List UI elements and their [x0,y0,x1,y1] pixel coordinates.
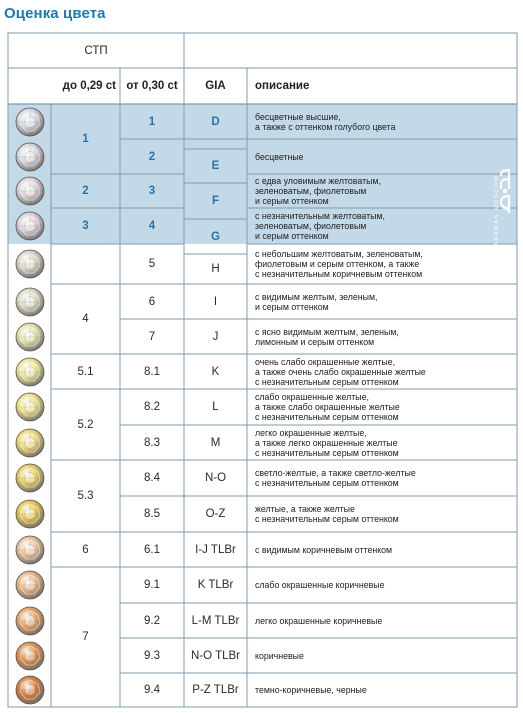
description-text: с видимым коричневым оттенком [255,544,393,555]
description-text: с небольшим желтоватым, зеленоватым, фиолетовым и серым оттенком, а также с незначительным коричневым оттенком [255,249,423,279]
diamond-icon [15,392,45,422]
ctp-large-value: 1 [148,115,156,128]
ctp-small-value: 5.3 [77,490,94,502]
diamond-icon [15,641,45,671]
ctp-large-value: 9.1 [144,579,160,591]
brand-watermark [490,104,514,249]
gia-grade: K TLBr [197,579,234,591]
ctp-large-value: 8.3 [144,436,160,449]
gia-grade: H [211,263,220,275]
gia-grade: L [212,401,219,413]
header-ctp: СТП [84,44,108,57]
description-text: бесцветные высшие, а также с оттенком голубого цвета [255,111,396,132]
ctp-small-value: 2 [82,185,89,197]
ctp-large-value: 6.1 [144,543,160,556]
ctp-large-value: 8.4 [144,472,160,484]
description-text: очень слабо окрашенные желтые, а также очень слабо окрашенные желтые с незначительным серым оттенком [255,356,426,387]
diamond-icon [15,211,45,241]
ctp-small-value: 6 [82,543,89,556]
ctp-large-value: 6 [148,295,156,308]
ctp-small-value: 5.2 [77,418,94,431]
description-text: с едва уловимым желтоватым, зеленоватым, фиолетовым и серым оттенком [255,176,381,206]
gia-grade: M [210,436,221,449]
diamond-icon [15,606,45,636]
diamond-icon [15,176,45,206]
gia-grade: P-Z TLBr [192,684,239,696]
ctp-small-value: 5.1 [77,365,94,378]
gia-grade: N-O TLBr [191,649,240,662]
diamond-icon [15,499,45,529]
gia-grade: I-J TLBr [195,543,236,556]
ctp-large-value: 8.1 [144,365,160,378]
gia-grade: G [211,230,220,243]
ctp-large-value: 2 [148,150,156,163]
diamond-icon [15,249,45,279]
description-text: желтые, а также желтые с незначительным серым оттенком [255,504,399,524]
description-text: с незначительным желтоватым, зеленоватым, фиолетовым и серым оттенком [255,211,385,241]
gia-grade: J [212,330,219,343]
description-text: слабо окрашенные желтые, а также слабо окрашенные желтые с незначительным серым оттенком [255,392,400,422]
ctp-small-value: 3 [82,220,89,232]
header-description: описание [255,80,310,92]
diamond-icon [15,287,45,317]
ctp-large-value: 9.4 [144,684,160,696]
description-text: легко окрашенные коричневые [255,615,383,626]
page-title: Оценка цвета [4,5,106,22]
ctp-small-value: 7 [82,631,89,643]
diamond-icon [15,570,45,600]
description-text: темно-коричневые, черные [255,685,367,695]
ctp-small-value [51,244,120,284]
diamond-icon [15,322,45,352]
diamond-icon [15,675,45,705]
ctp-small-value: 4 [82,313,89,325]
ctp-large-value: 8.2 [144,401,160,413]
description-text: легко окрашенные желтые, а также легко окрашенные желтые с незначительным серым оттенком [255,427,399,458]
diamond-icon [15,463,45,493]
description-text: с ясно видимым желтым, зеленым, лимонным и серым оттенком [255,326,399,347]
ctp-large-value: 9.3 [144,649,160,662]
header-gia: GIA [205,80,226,92]
gia-grade: N-O [204,472,227,484]
description-text: светло-желтые, а также светло-желтые с незначительным серым оттенком [255,468,416,488]
diamond-icon [15,142,45,172]
description-text: слабо окрашенные коричневые [255,580,385,590]
ctp-large-value: 4 [148,220,156,232]
gia-grade: E [211,160,220,172]
header-small-carat: до 0,29 ct [62,80,116,92]
brand-text: ADAMAS MOSCOW [494,174,500,246]
diamond-icon [15,428,45,458]
gia-grade: F [211,195,220,207]
gia-grade: I [213,295,218,308]
diamond-icon [15,535,45,565]
gia-grade: L-M TLBr [191,614,240,627]
ctp-large-value: 7 [148,330,156,343]
description-text: коричневые [255,650,304,661]
ctp-small-value: 1 [82,133,89,145]
ctp-large-value: 8.5 [144,508,160,520]
ctp-large-value: 5 [148,258,156,270]
gia-grade: O-Z [205,508,226,520]
diamond-icon [15,107,45,137]
description-text: бесцветные [255,151,304,162]
diamond-icon [15,357,45,387]
gia-grade: D [211,115,220,128]
ctp-large-value: 9.2 [144,614,160,627]
gia-grade: K [211,365,220,378]
ctp-large-value: 3 [148,185,156,197]
header-large-carat: от 0,30 ct [126,80,178,92]
description-text: с видимым желтым, зеленым, и серым оттенком [255,291,378,312]
